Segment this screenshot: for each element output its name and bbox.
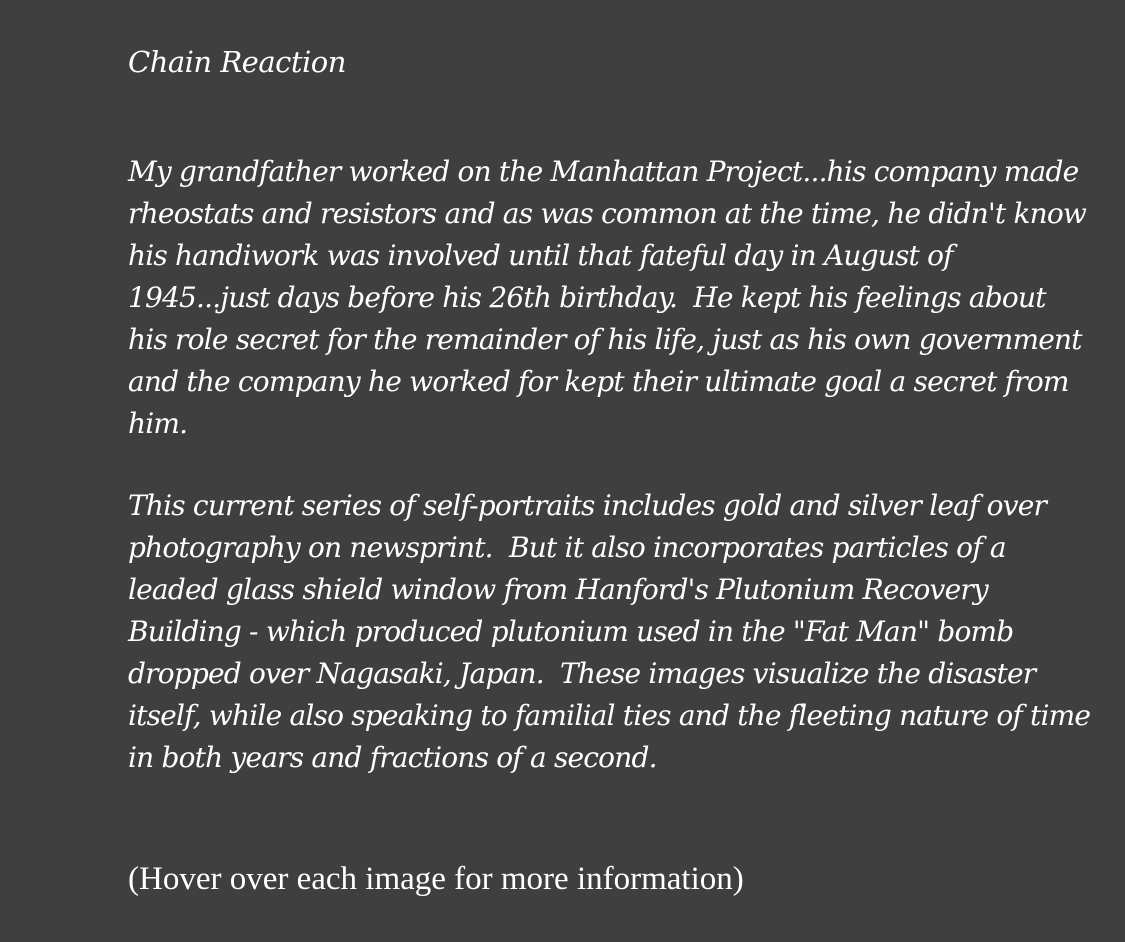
paragraph-line: rheostats and resistors and as was common at the time, he didn't know (128, 197, 1087, 230)
intro-paragraph (128, 151, 1086, 445)
paragraph-line: him. (128, 407, 188, 440)
paragraph-line: his handiwork was involved until that fateful day in August of (128, 239, 953, 272)
paragraph-line: itself, while also speaking to familial ties and the fleeting nature of time (128, 699, 1091, 732)
paragraph-line: and the company he worked for kept their ultimate goal a secret from (128, 365, 1069, 398)
paragraph-line: My grandfather worked on the Manhattan Project...his company made (128, 155, 1079, 188)
paragraph-line: This current series of self-portraits includes gold and silver leaf over (128, 489, 1047, 522)
page-title: Chain Reaction (128, 45, 346, 79)
paragraph-line: photography on newsprint. But it also incorporates particles of a (128, 531, 1006, 564)
paragraph-line: leaded glass shield window from Hanford's Plutonium Recovery (128, 573, 988, 606)
paragraph-line: his role secret for the remainder of his life, just as his own government (128, 323, 1082, 356)
paragraph-line: Building - which produced plutonium used in the "Fat Man" bomb (128, 615, 1014, 648)
paragraph-line: in both years and fractions of a second. (128, 741, 657, 774)
paragraph-line: 1945...just days before his 26th birthday. He kept his feelings about (128, 281, 1046, 314)
paragraph-line: dropped over Nagasaki, Japan. These images visualize the disaster (128, 657, 1036, 690)
hover-instruction: (Hover over each image for more information) (128, 861, 744, 897)
series-description-paragraph (128, 485, 1090, 779)
